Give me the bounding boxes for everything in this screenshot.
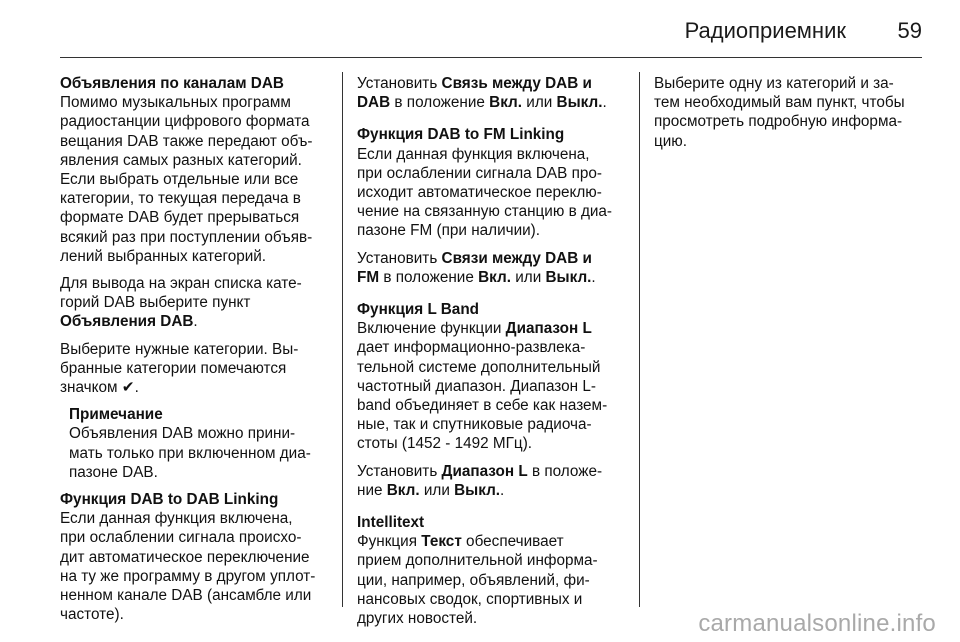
paragraph (357, 145, 625, 241)
text-line: дает информационно-развлека- (357, 339, 586, 357)
paragraph (60, 93, 328, 266)
menu-term: Выкл. (556, 94, 603, 112)
text-span: . (500, 481, 505, 499)
text-line: Если данная функция включена, (357, 145, 590, 163)
text-line: ненном канале DAB (ансамбле или (60, 587, 312, 605)
text-line: стоты (1452 - 1492 МГц). (357, 435, 533, 453)
text-line: на ту же программу в другом уплот- (60, 567, 316, 585)
paragraph (60, 509, 328, 624)
header-rule (60, 57, 922, 58)
text-line: Выберите одну из категорий и за- (654, 75, 894, 92)
text-line: Intellitext (357, 514, 425, 532)
text-line (357, 532, 625, 551)
section-heading (357, 300, 625, 319)
spacer (357, 500, 625, 513)
text-span: значком (60, 379, 122, 397)
text-span: или (419, 481, 455, 499)
running-title: Радиоприемник (684, 18, 846, 43)
text-span: Установить (357, 462, 442, 480)
text-line: Функция DAB to FM Linking (357, 126, 565, 144)
text-span: в положение (379, 268, 479, 286)
text-span: Установить (357, 249, 442, 267)
text-line: Функция L Band (357, 301, 480, 319)
menu-term: Диапазон L (441, 462, 528, 480)
text-line: формате DAB будет прерываться (60, 209, 300, 227)
text-line: частоте). (60, 606, 124, 624)
text-span: обеспечивает (461, 533, 564, 551)
page-number: 59 (897, 18, 922, 43)
menu-term: Связь между DAB и (441, 75, 592, 92)
section-heading (357, 513, 625, 532)
text-line: цию. (654, 132, 688, 150)
text-line: явления самых разных категорий. (60, 151, 302, 169)
text-line: тельной системе дополнительный (357, 358, 601, 376)
paragraph (357, 551, 625, 628)
text-line: частотный диапазон. Диапазон L- (357, 377, 596, 395)
text-line: Выберите нужные категории. Вы- (60, 340, 299, 358)
text-span: в положе- (527, 462, 603, 480)
column-divider (639, 72, 640, 607)
text-column-left (60, 74, 328, 624)
text-line (357, 93, 625, 112)
text-line: чение на связанную станцию в диа- (357, 203, 613, 221)
menu-term: DAB (357, 94, 391, 112)
text-line (60, 312, 328, 331)
text-span: . (591, 268, 596, 286)
text-line: категории, то текущая передача в (60, 190, 301, 208)
menu-term: Текст (421, 533, 462, 551)
menu-term: FM (357, 268, 380, 286)
text-line: бранные категории помечаются (60, 359, 287, 377)
watermark: carmanualsonline.info (698, 610, 936, 637)
text-line (357, 481, 625, 500)
text-line: других новостей. (357, 610, 478, 628)
spacer (60, 332, 328, 340)
text-line: Объявления DAB можно прини- (69, 425, 296, 443)
text-span: или (522, 94, 557, 112)
text-line (357, 249, 625, 268)
text-span: Включение функции (357, 320, 506, 338)
spacer (357, 287, 625, 300)
section-heading (60, 74, 328, 93)
text-span: ние (357, 481, 387, 499)
menu-term: Вкл. (489, 94, 523, 112)
text-line: исходит автоматическое переклю- (357, 184, 602, 202)
text-span: . (134, 379, 139, 397)
column-divider (342, 72, 343, 607)
text-line: всякий раз при поступлении объяв- (60, 228, 313, 246)
text-line: пазоне DAB. (69, 463, 158, 481)
text-line: Функция DAB to DAB Linking (60, 491, 279, 509)
menu-term: Выкл. (545, 268, 592, 286)
text-line: пазоне FM (при наличии). (357, 222, 541, 240)
menu-term: Диапазон L (505, 320, 592, 338)
spacer (357, 241, 625, 249)
text-column-right (654, 74, 922, 151)
spacer (60, 397, 328, 405)
page-header (60, 14, 922, 52)
paragraph (357, 338, 625, 453)
text-line (357, 74, 625, 93)
paragraph (654, 74, 922, 151)
text-span: . (193, 313, 198, 331)
section-heading (357, 125, 625, 144)
text-line: ные, так и спутниковые радиоча- (357, 416, 592, 434)
spacer (357, 112, 625, 125)
text-line: радиостанции цифрового формата (60, 113, 310, 131)
text-line: Если данная функция включена, (60, 510, 293, 528)
text-line: Объявления по каналам DAB (60, 75, 284, 92)
paragraph (60, 340, 328, 378)
text-line: Если выбрать отдельные или все (60, 171, 299, 189)
text-line (357, 462, 625, 481)
text-line: при ослаблении сигнала DAB про- (357, 164, 602, 182)
text-line: Для вывода на экран списка кате- (60, 275, 302, 293)
note-box (60, 405, 328, 482)
text-column-middle (357, 74, 625, 628)
menu-term: Вкл. (478, 268, 511, 286)
text-line: Помимо музыкальных программ (60, 94, 291, 112)
text-line: нансовых сводок, спортивных и (357, 590, 583, 608)
menu-term: Вкл. (386, 481, 420, 499)
menu-term: Выкл. (454, 481, 501, 499)
text-span: в положение (390, 94, 490, 112)
spacer (357, 454, 625, 462)
text-line: мать только при включенном диа- (69, 444, 311, 462)
text-line: горий DAB выберите пункт (60, 294, 251, 312)
spacer (60, 482, 328, 490)
note-title: Примечание (69, 406, 163, 424)
text-line: просмотреть подробную информа- (654, 113, 903, 131)
menu-term: ✔ (121, 379, 135, 397)
menu-term: Связи между DAB и (441, 249, 592, 267)
section-heading (60, 490, 328, 509)
text-span: Функция (357, 533, 422, 551)
spacer (60, 266, 328, 274)
text-line: ции, например, объявлений, фи- (357, 571, 590, 589)
text-line: дит автоматическое переключение (60, 548, 310, 566)
text-span: Установить (357, 75, 442, 92)
text-line: вещания DAB также передают объ- (60, 132, 313, 150)
text-line (357, 319, 625, 338)
text-line: прием дополнительной информа- (357, 552, 598, 570)
text-line: band объединяет в себе как назем- (357, 397, 608, 415)
text-line: лений выбранных категорий. (60, 247, 267, 265)
text-span: или (510, 268, 546, 286)
text-line (60, 378, 328, 397)
text-line: тем необходимый вам пункт, чтобы (654, 94, 905, 112)
text-span: . (602, 94, 607, 112)
text-line (357, 268, 625, 287)
paragraph (60, 274, 328, 312)
menu-term: Объявления DAB (60, 313, 194, 331)
text-line: при ослаблении сигнала происхо- (60, 529, 302, 547)
